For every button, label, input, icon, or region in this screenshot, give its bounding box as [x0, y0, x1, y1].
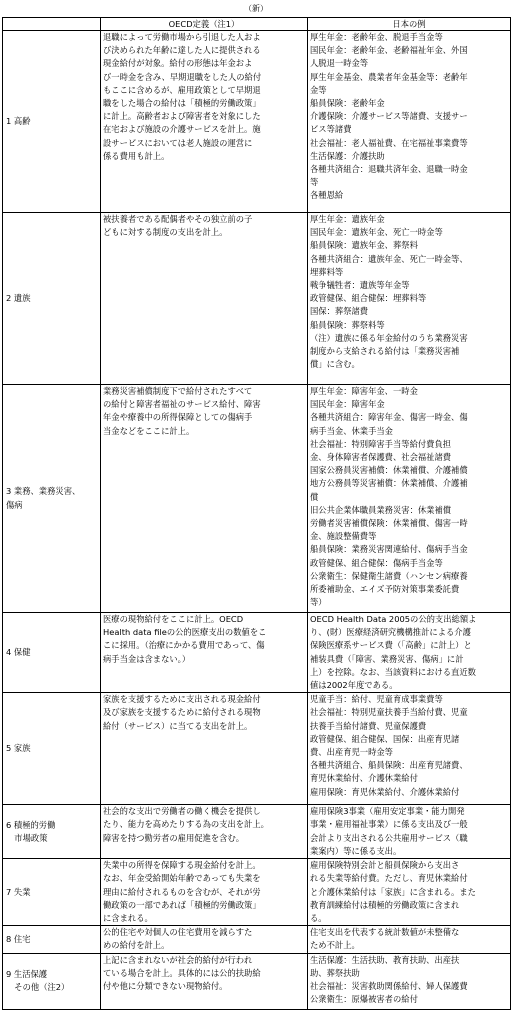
row-examples — [308, 31, 511, 213]
row-definition-line: 業務災害補償制度下で給付されたすべて — [103, 386, 253, 396]
row-examples-line: 上）を控除。なお、当該資料における直近数 — [310, 666, 476, 677]
row-examples-line: 金等 — [310, 84, 327, 95]
table-row — [3, 859, 511, 926]
row-examples-line: 補装具費（「障害、業務災害、傷病」に計 — [310, 653, 464, 664]
row-examples-line: 所委補助金、エイズ予防対策事業委託費 — [310, 584, 460, 595]
oecd-definition-table — [2, 17, 511, 1010]
row-examples-line: 償」に含む。 — [310, 359, 360, 370]
row-category-line: 3 業務、業務災害、 — [6, 486, 81, 497]
row-examples-line: 国民年金：老齢年金、老齢福祉年金、外国 — [310, 45, 468, 56]
row-examples-line: 労働者災害補償保険：休業補償、傷害一時 — [310, 518, 468, 529]
row-examples-line: 社会福祉：災害救助関係給付、婦人保護費 — [310, 981, 468, 992]
row-definition — [101, 805, 308, 859]
row-examples-line: 雇用保険特別会計と船員保険から支出さ — [310, 860, 460, 871]
row-examples — [308, 859, 511, 926]
row-examples-line: 雇用保険3事業（雇用安定事業・能力開発 — [310, 806, 465, 817]
row-definition-line: 退職によって労働市場から引退した人およ — [103, 32, 261, 42]
row-examples-line: 旧公共企業体職員業務災害：休業補償 — [310, 504, 452, 515]
row-examples-line: 保険医療系サービス費（「高齢」に計上）と — [310, 640, 472, 651]
row-definition — [101, 613, 308, 693]
row-definition-line: 失業中の所得を保障する現金給付を計上。 — [103, 860, 261, 871]
row-examples-line: る。 — [310, 913, 327, 924]
row-category — [3, 31, 101, 213]
row-examples-line: 児童手当：給付、児童育成事業費等 — [310, 694, 443, 705]
row-definition-line: 理由に給付されるものを含むが、それが労 — [103, 886, 261, 897]
row-definition — [101, 385, 308, 613]
header-oecd-definition: OECD定義（注1） — [101, 18, 308, 31]
row-examples-line: 船員保険：遺族年金、葬祭料 — [310, 240, 418, 251]
row-definition-line: 公的住宅や対個人の住宅費用を減らすた — [103, 927, 253, 938]
row-examples — [308, 613, 511, 693]
row-examples-line: （注）遺族に係る年金給付のうち業務災害 — [310, 332, 468, 343]
row-definition — [101, 926, 308, 953]
row-examples-line: 船員保険：老齢年金 — [310, 98, 385, 109]
row-category — [3, 693, 101, 805]
row-definition-line: 年金や療養中の所得保障としての傷病手 — [103, 412, 253, 423]
row-examples — [308, 926, 511, 953]
row-definition-line: 障害を持つ勤労者の雇用促進を含む。 — [103, 832, 245, 843]
row-examples-line: 介護保険：介護サービス等諸費、支援サー — [310, 111, 468, 122]
row-examples — [308, 213, 511, 385]
row-definition — [101, 953, 308, 1009]
row-definition-line: 医療の現物給付をここに計上。OECD — [103, 614, 244, 624]
row-examples-line: OECD Health Data 2005の公的支出総額よ — [310, 614, 477, 624]
row-examples-line: 厚生年金：老齢年金、脱退手当金等 — [310, 32, 443, 42]
row-examples-line: 雇用保険：育児休業給付、介護休業給付 — [310, 786, 460, 797]
row-definition-line: 家族を支援するために支出される現金給付 — [103, 694, 261, 705]
row-category-line: 1 高齢 — [6, 115, 31, 126]
row-examples-line: 制度から支給される給付は「業務災害補 — [310, 346, 460, 357]
table-row — [3, 613, 511, 693]
row-definition-line: 及び家族を支援するために給付される現物 — [103, 707, 261, 718]
row-examples-line: 値は2002年度である。 — [310, 680, 398, 691]
row-examples-line: 国民年金：遺族年金、死亡一時金等 — [310, 227, 443, 238]
row-category-line: その他（注2） — [6, 982, 70, 993]
row-examples-line: ため不計上。 — [310, 940, 360, 951]
row-examples-line: 費、出産育児一時金等 — [310, 747, 393, 758]
row-definition-line: 係る費用も計上。 — [103, 150, 170, 161]
row-examples-line: 戦争犠牲者：遺族等年金等 — [310, 280, 410, 291]
row-examples-line: 社会福祉：特別児童扶養手当給付費、児童 — [310, 707, 468, 718]
row-definition-line: 給付（サービス）に当てる支出を計上。 — [103, 720, 253, 731]
row-examples-line: 政管健保、組合健保：傷病手当金等 — [310, 557, 443, 568]
row-category-line: 6 積極的労働 — [6, 819, 56, 830]
row-examples-line: れる失業等給付費。ただし、育児休業給付 — [310, 873, 468, 884]
row-examples-line: 各種共済組合：退職共済年金、退職一時金 — [310, 164, 468, 175]
row-examples-line: 国保：葬祭諸費 — [310, 306, 369, 317]
row-examples-line: 政管健保、組合健保、国保：出産育児諸 — [310, 733, 460, 744]
row-definition-line: ている場合を計上。具体的には公的扶助給 — [103, 967, 261, 978]
row-definition-line: こに採用。（治療にかかる費用であって、傷 — [103, 640, 265, 651]
row-category — [3, 805, 101, 859]
row-category-line: 5 家族 — [6, 743, 31, 754]
table-row — [3, 805, 511, 859]
row-examples-line: 厚生年金：遺族年金 — [310, 214, 385, 224]
row-examples-line: 金、施設整備費等 — [310, 531, 377, 542]
row-definition — [101, 859, 308, 926]
row-definition-line: び一時金を含み、早期退職をした人の給付 — [103, 71, 262, 82]
row-examples-line: 国家公務員災害補償：休業補償、介護補償 — [310, 465, 468, 476]
row-examples-line: 厚生年金：障害年金、一時金 — [310, 386, 418, 396]
row-examples-line: 住宅支出を代表する統計数値が未整備な — [310, 927, 460, 938]
row-definition-line: に含まれる。 — [103, 913, 153, 924]
header-japan-examples: 日本の例 — [308, 18, 511, 31]
row-definition-line: 社会的な支出で労働者の働く機会を提供し — [103, 806, 261, 817]
row-category — [3, 926, 101, 953]
table-row — [3, 385, 511, 613]
row-examples-line: 償 — [310, 491, 319, 502]
row-category-line: 9 生活保護 — [6, 968, 48, 979]
row-category-line: 傷病 — [6, 499, 23, 510]
row-examples-line: 扶養手当給付諸費、児童保護費 — [310, 720, 427, 731]
row-category-line: 2 遺族 — [6, 292, 31, 303]
table-row — [3, 693, 511, 805]
row-examples — [308, 953, 511, 1009]
row-definition-line: もここに含めるが、雇用政策として早期退 — [103, 84, 261, 95]
header-category — [3, 18, 101, 31]
row-definition-line: 設サービスにおいては老人施設の運営に — [103, 137, 253, 148]
row-examples-line: 教育訓練給付は積極的労働政策に含まれ — [310, 899, 460, 910]
row-examples-line: 助、葬祭扶助 — [310, 967, 360, 978]
row-examples-line: 人脱退一時金等 — [310, 58, 369, 69]
row-examples-line: 事業・雇用福祉事業）に係る支出及び一般 — [310, 819, 468, 830]
row-definition-line: 在宅および施設の介護サービスを計上。施 — [103, 124, 261, 135]
table-row — [3, 31, 511, 213]
row-category-line: 8 住宅 — [6, 933, 31, 944]
row-definition-line: 当金などをここに計上。 — [103, 425, 195, 436]
row-examples-line: 各種共済組合、船員保険：出産育児諸費、 — [310, 760, 468, 771]
row-definition-line: 上記に含まれないが社会的給付が行われ — [103, 954, 253, 965]
row-examples-line: 生活保護：生活扶助、教育扶助、出産扶 — [310, 954, 460, 965]
row-examples-line: 各種恩給 — [310, 190, 344, 201]
row-definition-line: び決められた年齢に達した人に提供される — [103, 45, 261, 56]
row-definition-line: に計上。高齢者および障害者を対象にした — [103, 111, 261, 122]
row-examples-line: 金、身体障害者保護費、社会福祉諸費 — [310, 452, 452, 463]
row-category — [3, 213, 101, 385]
row-definition — [101, 693, 308, 805]
row-examples-line: 公衆衛生：保健衛生諸費（ハンセン病療養 — [310, 570, 468, 581]
row-examples-line: 厚生年金基金、農業者年金基金等：老齢年 — [310, 71, 468, 82]
row-examples-line: 政管健保、組合健保：埋葬料等 — [310, 293, 427, 304]
row-examples-line: 各種共済組合：遺族年金、死亡一時金等、 — [310, 253, 468, 264]
row-examples-line: 生活保護：介護扶助 — [310, 150, 385, 161]
row-definition-line: の給付と障害者福祉のサービス給付、障害 — [103, 399, 261, 410]
row-examples-line: 船員保険：業務災害関連給付、傷病手当金 — [310, 544, 468, 555]
row-category — [3, 385, 101, 613]
row-examples-line: 等 — [310, 177, 319, 188]
table-body — [3, 31, 511, 1010]
row-category — [3, 859, 101, 926]
row-definition-line: どもに対する制度の支出を計上。 — [103, 227, 228, 238]
row-examples-line: 船員保険：葬祭料等 — [310, 319, 385, 330]
row-examples-line: 社会福祉：特別障害手当等給付費負担 — [310, 438, 452, 449]
row-definition-line: 付や他に分類できない現物給付。 — [103, 981, 228, 992]
row-examples-line: ビス等諸費 — [310, 124, 352, 135]
row-examples-line: と介護休業給付は「家族」に含まれる。また — [310, 886, 476, 897]
row-category-line: 市場政策 — [6, 832, 48, 843]
row-examples-line: 社会福祉：老人福祉費、在宅福祉事業費等 — [310, 137, 468, 148]
row-examples-line: 国民年金：障害年金 — [310, 399, 385, 410]
row-definition — [101, 31, 308, 213]
row-category — [3, 613, 101, 693]
table-row — [3, 213, 511, 385]
row-category — [3, 953, 101, 1009]
row-examples-line: 埋葬料等 — [310, 266, 344, 277]
table-row — [3, 953, 511, 1009]
row-examples-line: 各種共済組合：障害年金、傷害一時金、傷 — [310, 412, 468, 423]
row-definition-line: たり、能力を高めたりする為の支出を計上。 — [103, 819, 269, 830]
header-row — [3, 18, 511, 31]
row-definition — [101, 213, 308, 385]
row-examples-line: 会計より支出される公共雇用サービス（職 — [310, 832, 468, 843]
row-examples-line: り、(財）医療経済研究機構推計による介護 — [310, 627, 471, 638]
row-examples-line: 病手当金、休業手当金 — [310, 425, 393, 436]
row-examples — [308, 805, 511, 859]
row-definition-line: 職をした場合の給付は「積極的労働政策」 — [103, 98, 261, 109]
row-definition-line: なお、年金受給開始年齢であっても失業を — [103, 873, 261, 884]
row-examples — [308, 693, 511, 805]
row-examples — [308, 385, 511, 613]
row-definition-line: 病手当金は含まない。） — [103, 653, 191, 664]
row-examples-line: 公衆衛生：原爆被害者の給付 — [310, 994, 418, 1005]
row-examples-line: 業案内）等に係る支出。 — [310, 845, 402, 856]
row-examples-line: 地方公務員等災害補償：休業補償、介護補 — [310, 478, 468, 489]
document-heading: （新） — [244, 4, 268, 13]
row-definition-line: 被扶養者である配偶者やその独立前の子 — [103, 214, 253, 224]
row-category-line: 4 保健 — [6, 647, 31, 657]
row-category-line: 7 失業 — [6, 886, 31, 897]
row-definition-line: Health data fileの公的医療支出の数値をこ — [103, 627, 267, 638]
row-definition-line: 現金給付が対象。給付の形態は年金およ — [103, 58, 253, 69]
row-examples-line: 等） — [310, 597, 327, 608]
row-examples-line: 育児休業給付、介護休業給付 — [310, 773, 418, 784]
table-row — [3, 926, 511, 953]
row-definition-line: めの給付を計上。 — [103, 940, 170, 951]
row-definition-line: 働政策の一部であれば「積極的労働政策」 — [103, 899, 261, 910]
